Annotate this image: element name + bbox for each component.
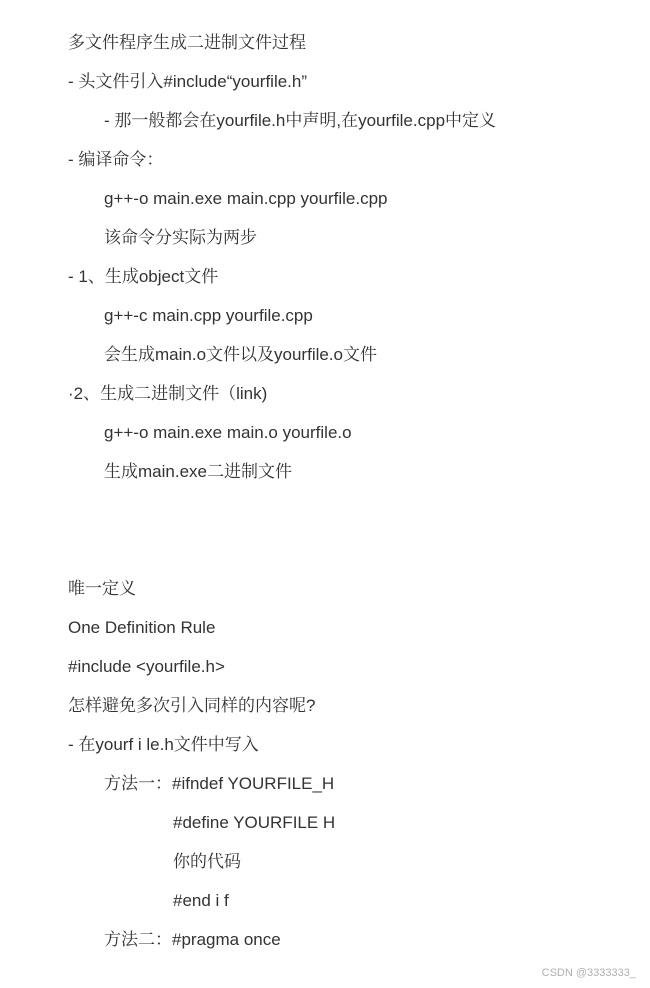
step1-command: g++-c main.cpp yourfile.cpp	[104, 306, 313, 325]
method2-line: 方法二：#pragma once	[104, 930, 281, 949]
question-line: 怎样避免多次引入同样的内容呢?	[68, 696, 316, 715]
step2-label: ·2、生成二进制文件（link)	[68, 384, 268, 403]
include-line: #include <yourfile.h>	[68, 657, 225, 676]
step1-note: 会生成main.o文件以及yourfile.o文件	[104, 345, 378, 364]
header-include-line: - 头文件引入#include“yourfile.h”	[68, 72, 308, 91]
section-title-multifile-build: 多文件程序生成二进制文件过程	[68, 33, 306, 52]
compile-command-note: 该命令分实际为两步	[104, 228, 257, 247]
compile-command-line: g++-o main.exe main.cpp yourfile.cpp	[104, 189, 388, 208]
compile-command-label: - 编译命令：	[68, 150, 164, 169]
method1-line: 方法一：#ifndef YOURFILE_H	[104, 774, 335, 793]
your-code-line: 你的代码	[173, 852, 241, 871]
write-in-line: - 在yourf i le.h文件中写入	[68, 735, 259, 754]
watermark: CSDN @3333333_	[541, 967, 636, 979]
step1-label: - 1、生成object文件	[68, 267, 219, 286]
header-detail-line: - 那一般都会在yourfile.h中声明,在yourfile.cpp中定义	[104, 111, 497, 130]
step2-note: 生成main.exe二进制文件	[104, 462, 292, 481]
odr-subtitle: One Definition Rule	[68, 618, 216, 637]
define-line: #define YOURFILE H	[173, 813, 336, 832]
section-title-odr: 唯一定义	[68, 579, 136, 598]
step2-command: g++-o main.exe main.o yourfile.o	[104, 423, 352, 442]
endif-line: #end i f	[173, 891, 229, 910]
